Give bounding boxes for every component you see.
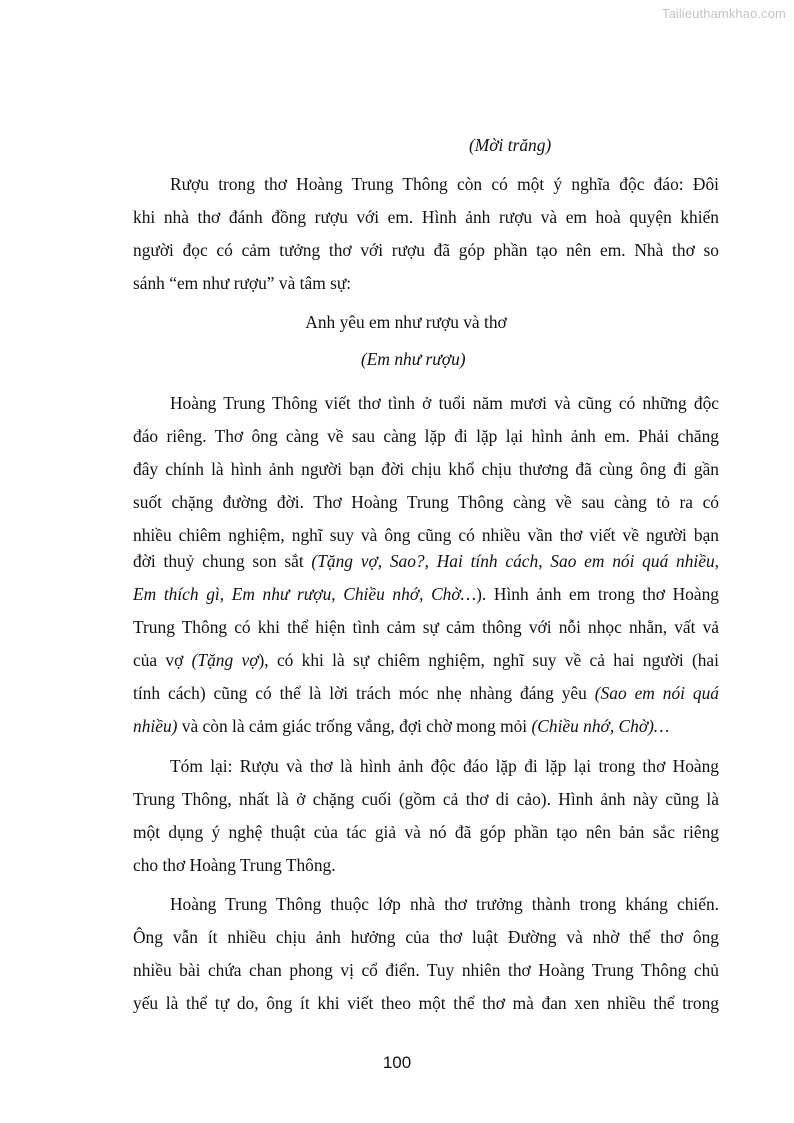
paragraph-2-line-8: Trung Thông có khi thể hiện tình cảm sự cảm thông với nỗi nhọc nhằn, vất vả <box>133 617 719 637</box>
paragraph-2-line-6 <box>133 549 719 573</box>
paragraph-2-line-3: đây chính là hình ảnh người bạn đời chịu khổ chịu thương đã cùng ông đi gần <box>133 459 719 479</box>
paragraph-1-line-2: khi nhà thơ đánh đồng rượu với em. Hình ảnh rượu và em hoà quyện khiến <box>133 207 719 227</box>
text: tính cách) cũng có thể là lời trách móc nhẹ nhàng đáng yêu <box>133 683 595 703</box>
paragraph-4-line-1: Hoàng Trung Thông thuộc lớp nhà thơ trưởng thành trong kháng chiến. <box>170 894 719 914</box>
poem-citation: (Mời trăng) <box>469 135 552 155</box>
paragraph-2-line-2: đáo riêng. Thơ ông càng về sau càng lặp đi lặp lại hình ảnh em. Phải chăng <box>133 426 719 446</box>
poem-quote: Anh yêu em như rượu và thơ <box>305 312 507 332</box>
text: và còn là cảm giác trống vắng, đợi chờ mong mỏi <box>177 716 532 736</box>
paragraph-2-line-4: suốt chặng đường đời. Thơ Hoàng Trung Thông càng về sau càng tỏ ra có <box>133 492 719 512</box>
poem-titles: (Sao em nói quá <box>594 683 719 703</box>
watermark: Tailieuthamkhao.com <box>661 6 786 21</box>
paragraph-2-line-10 <box>133 681 719 705</box>
paragraph-3-line-4: cho thơ Hoàng Trung Thông. <box>133 855 336 875</box>
paragraph-3-line-2: Trung Thông, nhất là ở chặng cuối (gồm cả thơ di cảo). Hình ảnh này cũng là <box>133 789 719 809</box>
text: ), có khi là sự chiêm nghiệm, nghĩ suy về cả hai người (hai <box>258 650 719 670</box>
paragraph-1-line-4: sánh “em như rượu” và tâm sự: <box>133 273 352 293</box>
paragraph-2-line-5: nhiều chiêm nghiệm, nghĩ suy và ông cũng có nhiều vần thơ viết về người bạn <box>133 525 719 545</box>
paragraph-3-line-3: một dụng ý nghệ thuật của tác giả và nó đã góp phần tạo nên bản sắc riêng <box>133 822 719 842</box>
text: ). Hình ảnh em trong thơ Hoàng <box>476 584 719 604</box>
page-number: 100 <box>382 1053 412 1072</box>
poem-titles: (Chiều nhớ, Chờ)… <box>531 716 670 736</box>
poem-titles: (Tặng vợ, Sao?, Hai tính cách, Sao em nói quá nhiều, <box>311 551 719 571</box>
paragraph-1-line-1: Rượu trong thơ Hoàng Trung Thông còn có một ý nghĩa độc đáo: Đôi <box>170 174 719 194</box>
paragraph-2-line-11 <box>133 714 719 738</box>
paragraph-2-line-9 <box>133 648 719 672</box>
poem-citation: (Em như rượu) <box>361 349 466 369</box>
paragraph-4-line-4: yếu là thể tự do, ông ít khi viết theo một thể thơ mà đan xen nhiều thể trong <box>133 993 719 1013</box>
poem-titles: nhiều) <box>133 716 178 736</box>
paragraph-1-line-3: người đọc có cảm tưởng thơ với rượu đã góp phần tạo nên em. Nhà thơ so <box>133 240 719 260</box>
paragraph-2-line-1: Hoàng Trung Thông viết thơ tình ở tuổi năm mươi và cũng có những độc <box>170 393 719 413</box>
paragraph-4-line-3: nhiều bài chứa chan phong vị cổ điển. Tuy nhiên thơ Hoàng Trung Thông chủ <box>133 960 719 980</box>
paragraph-3-line-1: Tóm lại: Rượu và thơ là hình ảnh độc đáo lặp đi lặp lại trong thơ Hoàng <box>170 756 719 776</box>
text: của vợ <box>133 650 192 670</box>
paragraph-4-line-2: Ông vẫn ít nhiều chịu ảnh hưởng của thơ luật Đường và nhờ thế thơ ông <box>133 927 719 947</box>
text: đời thuỷ chung son sắt <box>133 551 312 571</box>
poem-titles: (Tặng vợ <box>191 650 259 670</box>
paragraph-2-line-7 <box>133 582 719 606</box>
poem-titles: Em thích gì, Em như rượu, Chiều nhớ, Chờ… <box>133 584 477 604</box>
